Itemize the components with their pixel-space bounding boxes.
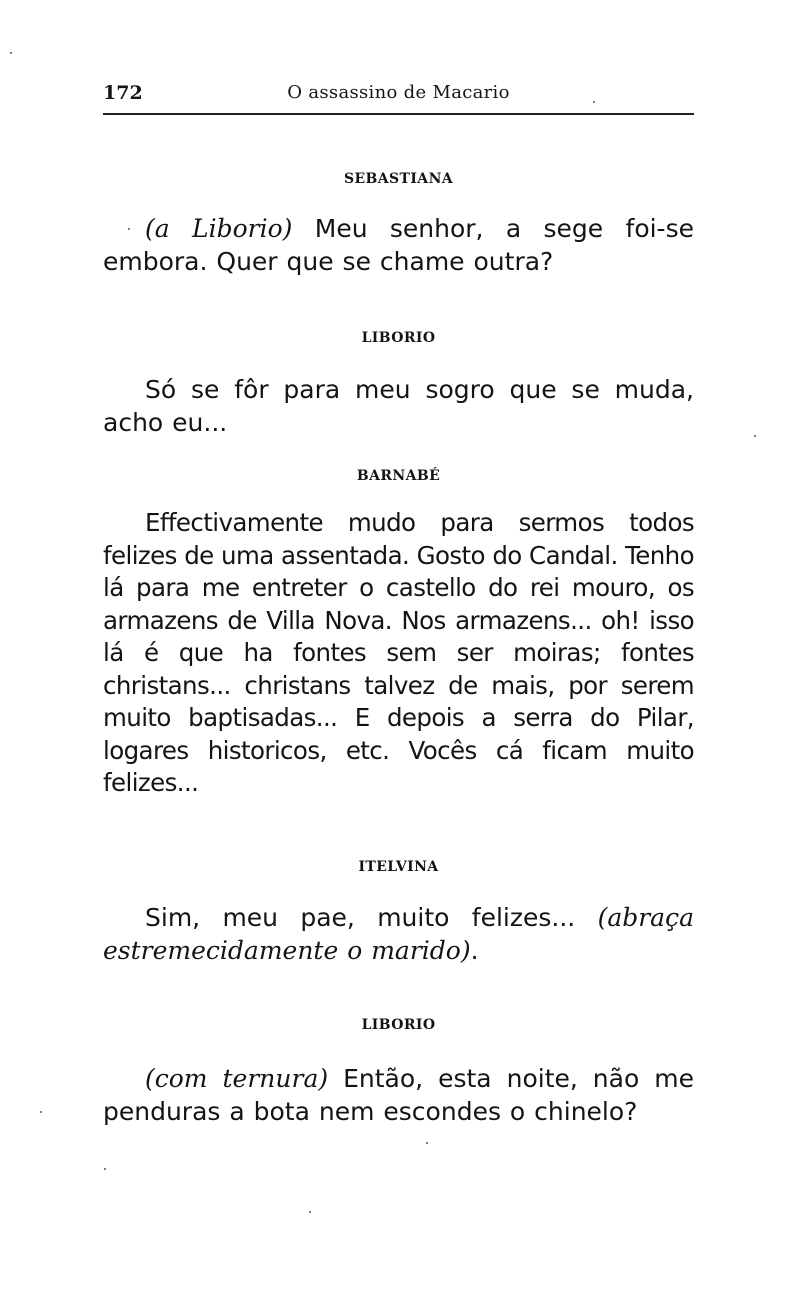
scan-speck [10, 52, 12, 54]
speaker-name: BARNABÉ [356, 468, 441, 484]
speech-paragraph [103, 374, 694, 439]
speech-text: Só se fôr para meu sogro que se muda, acho eu... [103, 375, 694, 437]
stage-direction: (com ternura) [145, 1064, 329, 1093]
page-header [103, 78, 694, 108]
running-title: O assassino de Macario [287, 82, 510, 103]
scan-speck [309, 1211, 311, 1213]
page-number: 172 [103, 82, 143, 104]
speech-paragraph [103, 1063, 694, 1128]
speech-text: Então, esta noite, não me penduras a bota nem escondes o chinelo? [103, 1064, 694, 1126]
speech-text: Meu senhor, a sege foi-se embora. Quer que se chame outra? [103, 214, 694, 276]
speech-paragraph [103, 507, 694, 800]
stage-direction: (a Liborio) [145, 214, 293, 243]
speaker-name: SEBASTIANA [343, 171, 454, 187]
scan-speck [40, 1111, 42, 1113]
header-rule [103, 113, 694, 115]
speaker-name: LIBORIO [361, 1017, 436, 1033]
stage-direction: (abraça estremecidamente o marido) [103, 903, 694, 965]
scan-speck [104, 1168, 106, 1170]
speech-paragraph [103, 902, 694, 967]
scan-speck [426, 1142, 428, 1144]
scan-speck [754, 435, 756, 437]
scan-speck [593, 101, 595, 103]
speech-text: . [470, 935, 479, 965]
speech-text: Effectivamente mudo para sermos todos felizes de uma assentada. Gosto do Candal. Tenho lá para me entreter o castello do rei mouro, os armazens de Villa Nova. Nos armazens... oh! isso lá é que ha fontes sem ser moiras; fontes christans... christans talvez de mais, por serem muito baptisadas... E depois a serra do Pilar, logares historicos, etc. Vocês cá ficam muito felizes... [103, 508, 694, 797]
speaker-name: LIBORIO [361, 330, 436, 346]
speaker-name: ITELVINA [358, 859, 439, 875]
speech-text: Sim, meu pae, muito felizes... [145, 903, 598, 932]
speech-paragraph [103, 213, 694, 278]
scan-speck [128, 228, 130, 230]
